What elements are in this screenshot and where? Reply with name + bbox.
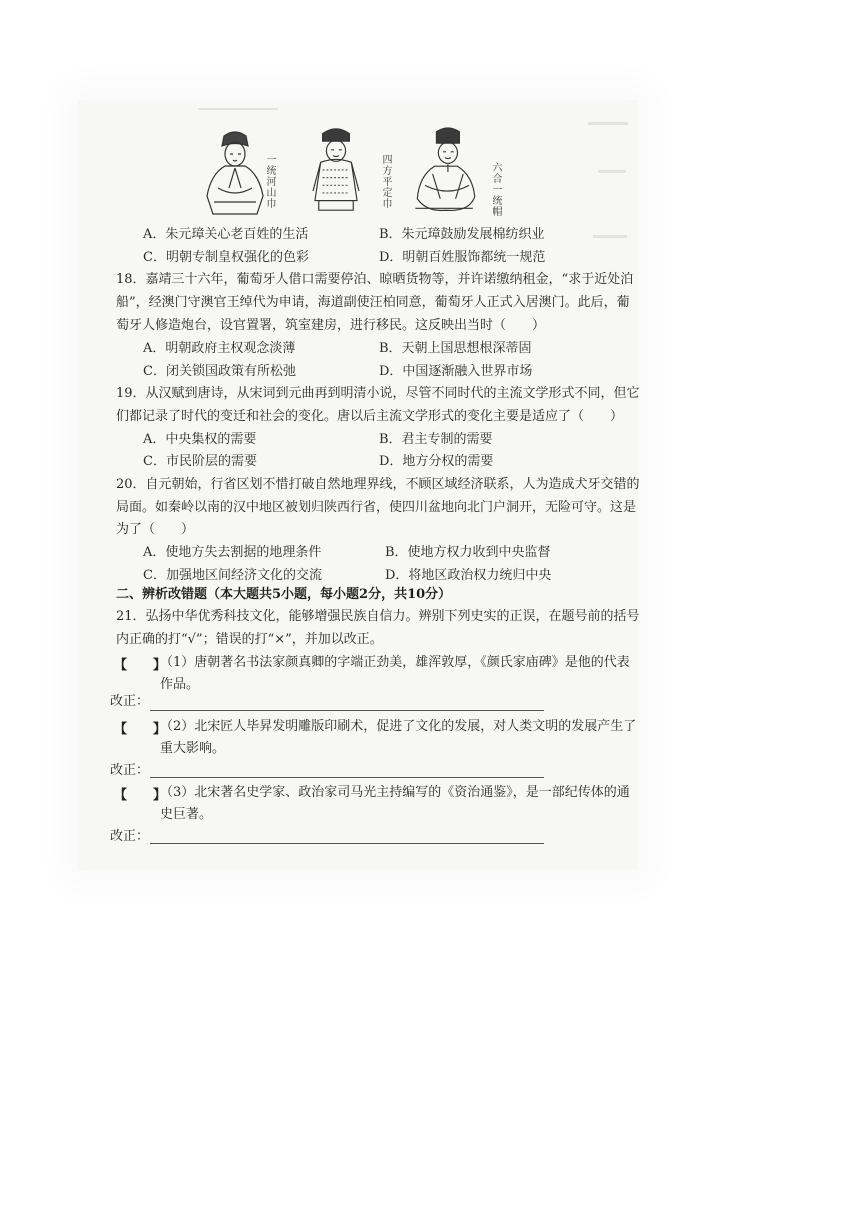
q21-item-line: （2）北宋匠人毕昇发明雕版印刷术，促进了文化的发展，对人类文明的发展产生了 bbox=[160, 719, 637, 734]
bleed-through-mark bbox=[593, 235, 627, 238]
q17-option-b: B．朱元璋鼓励发展棉纺织业 bbox=[379, 227, 545, 242]
q20-stem-line: 局面。如秦岭以南的汉中地区被划归陕西行省，使四川盆地向北门户洞开，无险可守。这是 bbox=[116, 500, 637, 515]
q21-item-line: （3）北宋著名史学家、政治家司马光主持编写的《资治通鉴》，是一部纪传体的通 bbox=[160, 785, 630, 800]
section-heading: 二、辨析改错题（本大题共5小题，每小题2分，共10分） bbox=[116, 587, 452, 602]
q19-option-b: B．君主专制的需要 bbox=[379, 432, 493, 447]
q18-option-c: C．闭关锁国政策有所松弛 bbox=[143, 364, 296, 379]
q19-option-a: A．中央集权的需要 bbox=[143, 432, 257, 447]
answer-bracket[interactable]: 【 】 bbox=[114, 722, 167, 737]
q21-stem-line: 内正确的打“√”；错误的打“×”，并加以改正。 bbox=[116, 632, 383, 647]
q18-stem-line: 18．嘉靖三十六年，葡萄牙人借口需要停泊、晾晒货物等，并许诺缴纳租金，“求于近处泊 bbox=[116, 272, 634, 287]
q19-option-d: D．地方分权的需要 bbox=[379, 454, 494, 469]
bleed-through-mark bbox=[598, 170, 626, 173]
q21-stem-line: 21．弘扬中华优秀科技文化，能够增强民族自信力。辨别下列史实的正误，在题号前的括号 bbox=[116, 609, 640, 624]
q17-option-d: D．明朝百姓服饰都统一规范 bbox=[379, 250, 546, 265]
figure-caption: 一统河山巾 bbox=[264, 154, 275, 209]
q20-stem-line: 为了（ ） bbox=[116, 522, 195, 537]
q19-stem-line: 们都记录了时代的变迁和社会的变化。唐以后主流文学形式的变化主要是适应了（ ） bbox=[116, 409, 624, 424]
q21-item-line: 史巨著。 bbox=[160, 807, 213, 822]
q20-option-c: C．加强地区间经济文化的交流 bbox=[143, 568, 322, 583]
q20-option-a: A．使地方失去割据的地理条件 bbox=[143, 545, 322, 560]
q18-option-b: B．天朝上国思想根深蒂固 bbox=[379, 341, 532, 356]
bleed-through-mark bbox=[588, 122, 628, 125]
q20-stem-line: 20．自元朝始，行省区划不惜打破自然地理界线，不顾区域经济联系，人为造成犬牙交错的 bbox=[116, 477, 640, 492]
q19-stem-line: 19．从汉赋到唐诗，从宋词到元曲再到明清小说，尽管不同时代的主流文学形式不同，但它 bbox=[116, 386, 640, 401]
q18-option-a: A．明朝政府主权观念淡薄 bbox=[143, 341, 296, 356]
q17-option-c: C．明朝专制皇权强化的色彩 bbox=[143, 250, 309, 265]
figure-person-armor bbox=[300, 124, 372, 214]
q20-option-b: B．使地方权力收到中央监督 bbox=[385, 545, 551, 560]
answer-bracket[interactable]: 【 】 bbox=[114, 658, 167, 673]
q18-stem-line: 萄牙人修造炮台，设官置署，筑室建房，进行移民。这反映出当时（ ） bbox=[116, 318, 546, 333]
correction-label: 改正： bbox=[110, 763, 150, 778]
correction-label: 改正： bbox=[110, 829, 150, 844]
figure-caption: 六合一统帽 bbox=[490, 162, 501, 217]
figure-person-hood bbox=[200, 128, 270, 218]
q21-item-line: 重大影响。 bbox=[160, 741, 226, 756]
q18-option-d: D．中国逐渐融入世界市场 bbox=[379, 364, 533, 379]
q17-option-a: A．朱元璋关心老百姓的生活 bbox=[143, 227, 309, 242]
figure-caption: 四方平定巾 bbox=[380, 154, 391, 209]
q19-option-c: C．市民阶层的需要 bbox=[143, 454, 257, 469]
q20-option-d: D．将地区政治权力统归中央 bbox=[385, 568, 552, 583]
correction-answer-line[interactable] bbox=[150, 843, 544, 844]
q21-item-line: 作品。 bbox=[160, 677, 200, 692]
answer-bracket[interactable]: 【 】 bbox=[114, 788, 167, 803]
correction-label: 改正： bbox=[110, 694, 150, 709]
correction-answer-line[interactable] bbox=[150, 777, 544, 778]
correction-answer-line[interactable] bbox=[150, 710, 544, 711]
q21-item-line: （1）唐朝著名书法家颜真卿的字端正劲美，雄浑敦厚，《颜氏家庙碑》是他的代表 bbox=[160, 655, 630, 670]
q18-stem-line: 船”，经澳门守澳官王绰代为申请，海道副使汪柏同意，葡萄牙人正式入居澳门。此后，葡 bbox=[116, 295, 630, 310]
figure-person-official bbox=[406, 126, 486, 216]
bleed-through-mark bbox=[198, 108, 278, 110]
